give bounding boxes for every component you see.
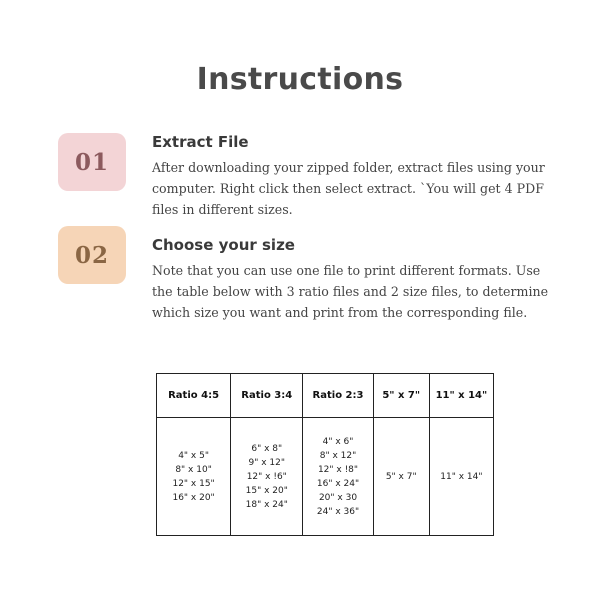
size-value: 16" x 24" — [316, 478, 360, 489]
size-value: 16" x 20" — [172, 492, 215, 503]
table-row — [157, 418, 494, 536]
table-cell — [303, 418, 373, 536]
table-cell — [373, 418, 429, 536]
size-value: 8" x 10" — [175, 464, 212, 475]
page-title: Instructions — [196, 62, 404, 97]
column-header: 5" x 7" — [373, 374, 429, 418]
size-value: 12" x 15" — [172, 478, 215, 489]
size-value: 4" x 5" — [178, 450, 209, 461]
step-description: Note that you can use one file to print different formats. Use the table below with 3 ratio files and 2 size files, to determine which size you want and print from the corresponding file. — [152, 263, 549, 320]
step-number-badge: 01 — [58, 133, 126, 191]
step-description: After downloading your zipped folder, extract files using your computer. Right click then select extract. `You will get 4 PDF files in different sizes. — [152, 160, 545, 217]
size-value: 15" x 20" — [245, 485, 288, 496]
size-value: 20" x 30 — [318, 492, 358, 503]
column-header: Ratio 4:5 — [157, 374, 231, 418]
step-number-badge: 02 — [58, 226, 126, 284]
size-value: 12" x !8" — [317, 464, 359, 475]
size-value: 4" x 6" — [322, 436, 354, 447]
size-value: 12" x !6" — [246, 471, 287, 482]
table-cell — [157, 418, 231, 536]
size-value: 24" x 36" — [316, 506, 360, 517]
step-title: Extract File — [152, 133, 249, 151]
column-header: 11" x 14" — [429, 374, 493, 418]
size-value: 8" x 12" — [319, 450, 357, 461]
size-value: 18" x 24" — [245, 499, 288, 510]
size-value: 11" x 14" — [440, 471, 483, 482]
table-cell — [231, 418, 303, 536]
size-value: 5" x 7" — [385, 471, 417, 482]
size-value: 6" x 8" — [251, 443, 283, 454]
step-title: Choose your size — [152, 236, 295, 254]
table-cell — [429, 418, 493, 536]
column-header: Ratio 3:4 — [231, 374, 303, 418]
print-size-table — [156, 373, 494, 536]
table-header-row — [157, 374, 494, 418]
size-value: 9" x 12" — [248, 457, 286, 468]
column-header: Ratio 2:3 — [303, 374, 373, 418]
